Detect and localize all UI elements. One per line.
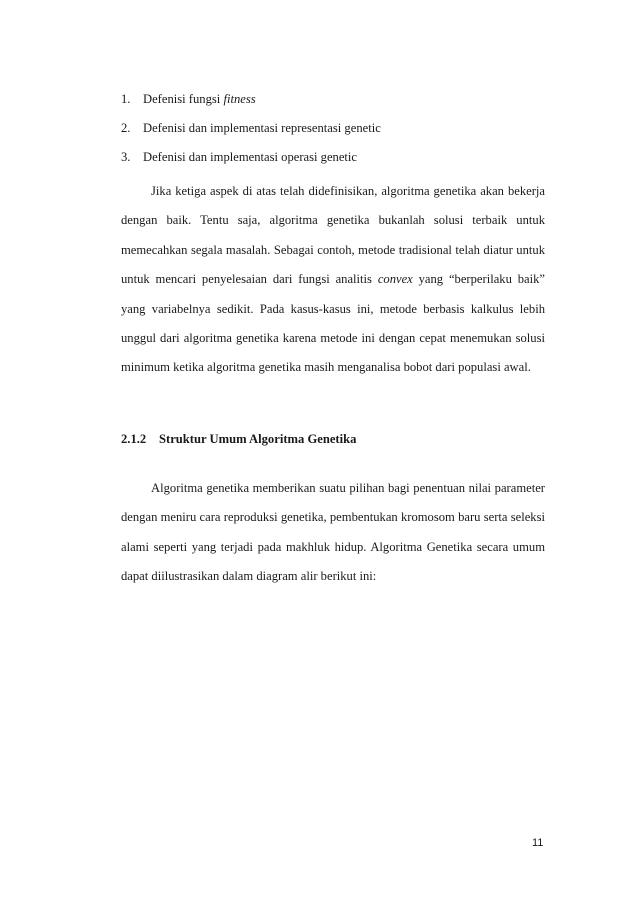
section-number: 2.1.2 — [121, 432, 147, 446]
paragraph-text: yang “berperilaku baik” yang variabelnya sedikit. Pada kasus-kasus ini, metode berbasis kalkulus lebih unggul dari algoritma genetika karena metode ini dengan cepat menemukan solusi minimum ketika algoritma genetika masih menganalisa bobot dari populasi awal. — [121, 272, 545, 375]
list-text: Defenisi dan implementasi operasi genetic — [143, 150, 358, 164]
list-text: Defenisi dan implementasi representasi genetic — [143, 121, 381, 135]
paragraph-italic-term: convex — [377, 272, 413, 287]
page-number: 11 — [532, 837, 544, 849]
paragraph-genetic-aspects — [121, 177, 545, 383]
list-number: 1. — [121, 92, 131, 106]
list-item — [121, 148, 541, 177]
list-item — [121, 119, 541, 148]
paragraph-structure — [121, 474, 545, 592]
definition-list — [121, 90, 541, 177]
paragraph-text: Jika ketiga aspek di atas telah didefinisikan, algoritma genetika akan bekerja dengan baik. Tentu saja, algoritma genetika bukanlah solusi terbaik untuk memecahkan segala masalah. Sebagai contoh, metode tradisional telah diatur untuk untuk mencari penyelesaian dari fungsi analitis — [121, 184, 545, 287]
list-number: 2. — [121, 121, 131, 135]
paragraph-text: Algoritma genetika memberikan suatu pilihan bagi penentuan nilai parameter dengan meniru cara reproduksi genetika, pembentukan kromosom baru serta seleksi alami seperti yang terjadi pada makhluk hidup. Algoritma Genetika secara umum dapat diilustrasikan dalam diagram alir berikut ini: — [121, 481, 545, 584]
section-title: Struktur Umum Algoritma Genetika — [159, 432, 357, 446]
list-number: 3. — [121, 150, 131, 164]
list-text-italic: fitness — [223, 92, 256, 106]
list-text: Defenisi fungsi — [143, 92, 224, 106]
list-item — [121, 90, 541, 119]
section-heading — [121, 432, 356, 447]
